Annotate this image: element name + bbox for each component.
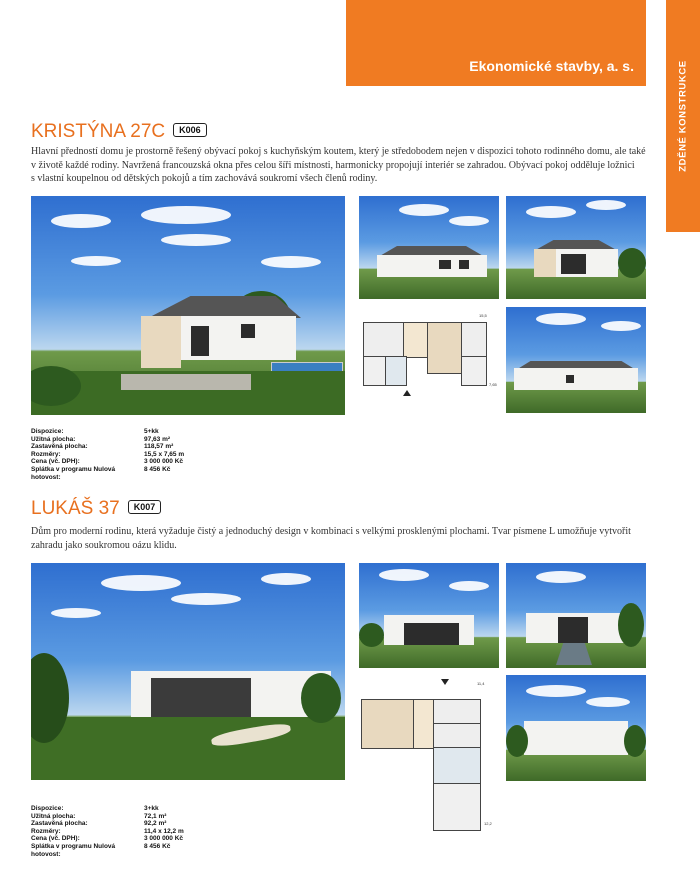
spec-value: 15,5 x 7,65 m <box>144 450 185 458</box>
spec-row <box>31 436 184 444</box>
section-label: ZDĚNÉ KONSTRUKCE <box>677 60 689 172</box>
spec-label: Rozměry: <box>31 450 61 458</box>
spec-label: Užitná plocha: <box>31 435 76 443</box>
house-code-badge: K007 <box>128 500 162 514</box>
spec-row <box>31 813 184 821</box>
spec-label: Splátka v programu Nulová hotovost: <box>31 465 116 481</box>
spec-value: 3 000 000 Kč <box>144 458 184 466</box>
house-render-back <box>506 563 646 668</box>
spec-label: Cena (vč. DPH): <box>31 458 80 466</box>
house-name: LUKÁŠ 37 <box>31 498 120 519</box>
plan-depth: 7,65 <box>489 382 497 387</box>
description-line: s vlastní koupelnou od dětských pokojů a tím zachovává soukromí všech členů rodiny. <box>31 173 378 184</box>
brand-header <box>346 0 646 86</box>
house-render-front <box>359 196 499 299</box>
spec-label: Splátka v programu Nulová hotovost: <box>31 842 116 858</box>
spec-label: Cena (vč. DPH): <box>31 835 80 843</box>
house-description <box>31 525 651 552</box>
house-code-badge: K006 <box>173 123 207 137</box>
description-line: v životě každé rodiny. Navržená francouzská okna přes celou šíři místnosti, harmonicky propojují interiér se zahradou. Obývací pokoj odděluje ložnici <box>31 159 635 171</box>
spec-row <box>31 843 184 858</box>
house-main-render <box>31 196 345 415</box>
spec-label: Rozměry: <box>31 827 61 835</box>
house-specs <box>31 805 184 858</box>
description-line: zahradu jako soukromou oázu klidu. <box>31 539 177 551</box>
spec-row <box>31 466 184 481</box>
spec-value: 92,2 m² <box>144 820 167 828</box>
plan-depth: 12,2 <box>484 821 492 826</box>
house-render-side <box>506 675 646 781</box>
house-name: KRISTÝNA 27C <box>31 121 166 142</box>
house-floor-plan <box>359 312 499 404</box>
spec-row <box>31 835 184 843</box>
spec-value: 118,57 m² <box>144 443 174 451</box>
spec-label: Dispozice: <box>31 805 64 812</box>
spec-value: 3 000 000 Kč <box>144 835 184 843</box>
spec-value: 11,4 x 12,2 m <box>144 827 184 835</box>
spec-label: Zastavěná plocha: <box>31 443 88 451</box>
spec-value: 97,63 m² <box>144 435 171 443</box>
house-main-render <box>31 563 345 780</box>
spec-row <box>31 451 184 459</box>
house-render-front <box>359 563 499 668</box>
spec-value: 8 456 Kč <box>144 842 171 850</box>
spec-label: Dispozice: <box>31 428 64 435</box>
spec-row <box>31 443 184 451</box>
house-specs <box>31 428 184 481</box>
spec-row <box>31 820 184 828</box>
spec-label: Zastavěná plocha: <box>31 820 88 828</box>
spec-row <box>31 458 184 466</box>
spec-label: Užitná plocha: <box>31 812 76 820</box>
section-side-tab <box>666 0 700 232</box>
house-render-side <box>506 307 646 413</box>
house-render-back <box>506 196 646 299</box>
plan-width: 11,4 <box>477 681 485 686</box>
plan-width: 15,5 <box>479 313 487 318</box>
brand-name: Ekonomické stavby, a. s. <box>469 58 634 74</box>
spec-value: 5+kk <box>144 428 159 435</box>
house-title <box>31 498 161 520</box>
house-title <box>31 121 207 143</box>
description-line: Dům pro moderní rodinu, která vyžaduje čistý a jednoduchý design v kombinaci s velkými prosklenými plochami. Tvar písmene L umožňuje vytvořit <box>31 526 631 537</box>
spec-value: 72,1 m² <box>144 812 167 820</box>
entrance-arrow-icon <box>403 390 411 396</box>
house-floor-plan <box>359 679 499 831</box>
description-line: Hlavní předností domu je prostorně řešený obývací pokoj s kuchyňským koutem, který je středobodem nejen v dispozici tohoto rodinného domu, ale také <box>31 146 646 157</box>
spec-value: 3+kk <box>144 805 159 812</box>
house-description <box>31 145 651 186</box>
spec-row <box>31 805 184 813</box>
spec-value: 8 456 Kč <box>144 465 171 473</box>
spec-row <box>31 428 184 436</box>
entrance-arrow-icon <box>441 679 449 685</box>
spec-row <box>31 828 184 836</box>
